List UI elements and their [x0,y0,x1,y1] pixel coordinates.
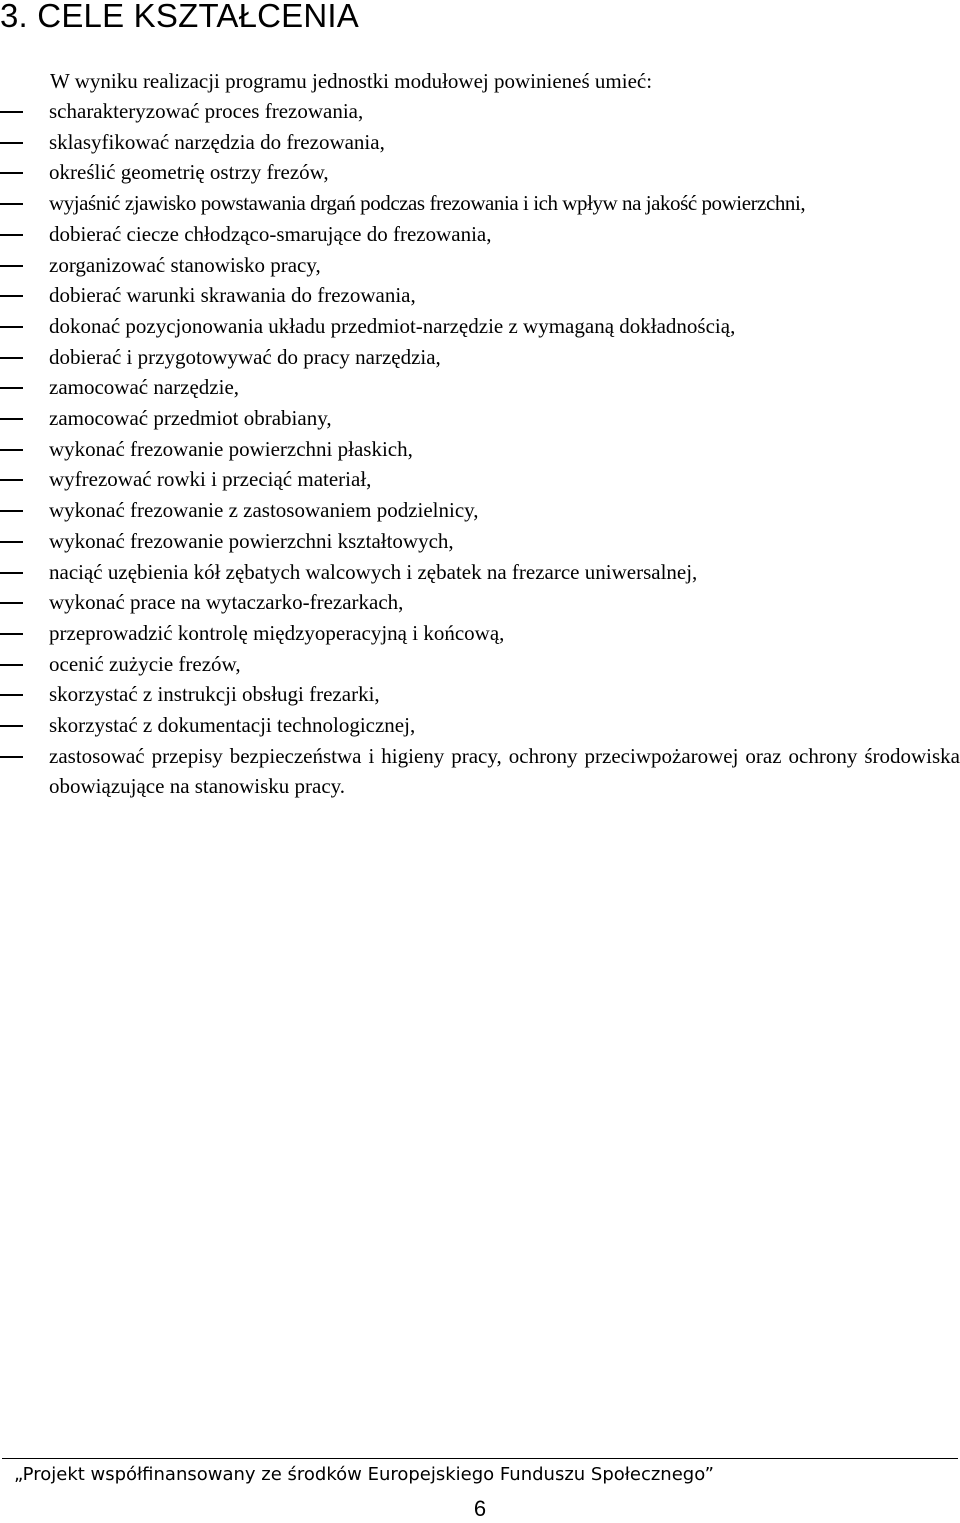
objectives-list [0,96,960,802]
list-item [0,250,960,281]
list-item [0,741,960,802]
list-item [0,157,960,188]
dash-bullet-icon [0,142,23,144]
objective-text: zastosować przepisy bezpieczeństwa i higieny pracy, ochrony przeciwpożarowej oraz ochrony środowiska obowiązujące na stanowisku pracy. [49,743,960,799]
objective-text: zamocować przedmiot obrabiany, [49,406,332,431]
objective-text: dobierać warunki skrawania do frezowania, [49,283,416,308]
dash-bullet-icon [0,479,23,481]
list-item [0,495,960,526]
objective-text: wykonać frezowanie powierzchni płaskich, [49,436,413,461]
dash-bullet-icon [0,756,23,758]
list-item [0,311,960,342]
objective-text: dobierać ciecze chłodząco-smarujące do frezowania, [49,221,492,246]
objective-text: dokonać pozycjonowania układu przedmiot-narzędzie z wymaganą dokładnością, [49,313,736,338]
dash-bullet-icon [0,326,23,328]
dash-bullet-icon [0,418,23,420]
dash-bullet-icon [0,111,23,113]
list-item [0,403,960,434]
footer-divider [2,1458,958,1459]
objective-text: wyfrezować rowki i przeciąć materiał, [49,467,372,492]
objective-text: zorganizować stanowisko pracy, [49,252,321,277]
list-item [0,557,960,588]
dash-bullet-icon [0,234,23,236]
objective-text: scharakteryzować proces frezowania, [49,99,364,123]
dash-bullet-icon [0,449,23,451]
dash-bullet-icon [0,602,23,604]
objective-text: dobierać i przygotowywać do pracy narzędzia, [49,344,441,369]
objective-text: ocenić zużycie frezów, [49,651,241,676]
list-item [0,219,960,250]
objective-text: przeprowadzić kontrolę międzyoperacyjną i końcową, [49,620,505,645]
list-item [0,710,960,741]
objective-text: wyjaśnić zjawisko powstawania drgań podczas frezowania i ich wpływ na jakość powierzchni, [49,191,806,216]
objective-text: skorzystać z instrukcji obsługi frezarki, [49,682,380,707]
objective-text: wykonać frezowanie z zastosowaniem podzielnicy, [49,498,479,523]
list-item [0,679,960,710]
list-item [0,434,960,465]
list-item [0,342,960,373]
dash-bullet-icon [0,664,23,666]
dash-bullet-icon [0,172,23,174]
objective-text: skorzystać z dokumentacji technologicznej, [49,713,416,738]
list-item [0,280,960,311]
objective-text: naciąć uzębienia kół zębatych walcowych i zębatek na frezarce uniwersalnej, [49,559,698,584]
dash-bullet-icon [0,295,23,297]
list-item [0,587,960,618]
list-item [0,464,960,495]
dash-bullet-icon [0,541,23,543]
footer-text: „Projekt współfinansowany ze środków Europejskiego Funduszu Społecznego” [14,1464,714,1485]
objective-text: określić geometrię ostrzy frezów, [49,160,329,185]
dash-bullet-icon [0,510,23,512]
objective-text: wykonać prace na wytaczarko-frezarkach, [49,590,404,615]
list-item [0,127,960,158]
dash-bullet-icon [0,203,23,205]
list-item [0,526,960,557]
list-item [0,372,960,403]
objective-text: wykonać frezowanie powierzchni kształtowych, [49,528,454,553]
dash-bullet-icon [0,725,23,727]
dash-bullet-icon [0,265,23,267]
dash-bullet-icon [0,357,23,359]
objective-text: zamocować narzędzie, [49,375,240,400]
dash-bullet-icon [0,633,23,635]
list-item [0,618,960,649]
page-title: 3. CELE KSZTAŁCENIA [0,0,359,34]
objective-text: sklasyfikować narzędzia do frezowania, [49,129,385,154]
dash-bullet-icon [0,694,23,696]
dash-bullet-icon [0,572,23,574]
dash-bullet-icon [0,387,23,389]
list-item [0,649,960,680]
page-number: 6 [473,1496,487,1521]
intro-text: W wyniku realizacji programu jednostki modułowej powinieneś umieć: [50,69,653,93]
list-item [0,188,960,219]
list-item [0,96,960,127]
